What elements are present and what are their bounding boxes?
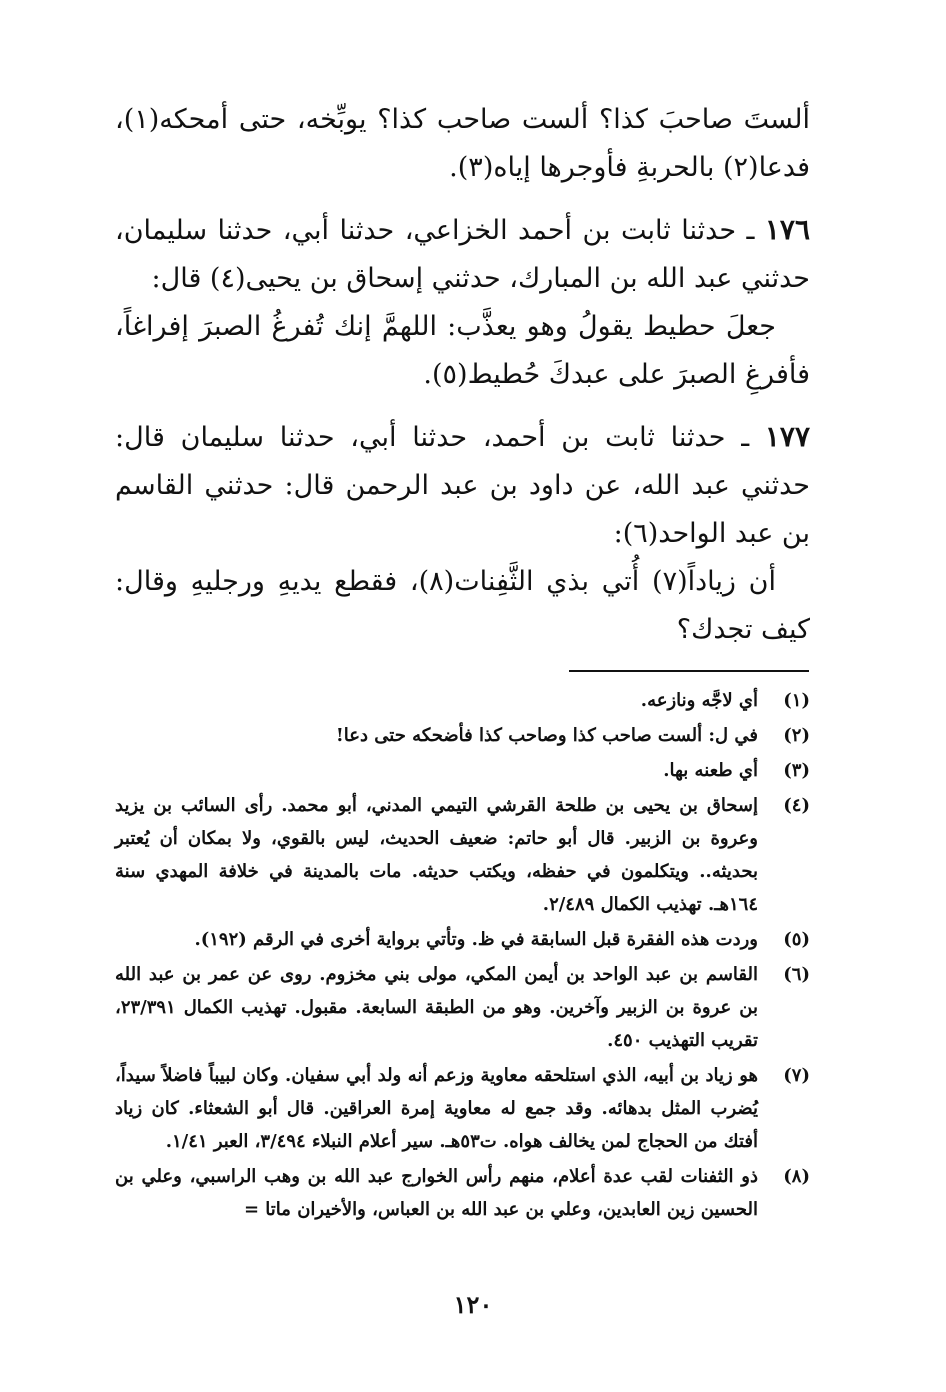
footnote-number: (٧)	[783, 1065, 810, 1086]
footnote-5	[115, 923, 810, 956]
footnote-text: ذو الثفنات لقب عدة أعلام، منهم رأس الخوارج عبد الله بن وهب الراسبي، وعلي بن الحسين زين العابدين، وعلي بن عبد الله بن العباس، والأخيران ماتا =	[115, 1166, 758, 1220]
footnote-number: (٣)	[783, 760, 810, 781]
footnote-text: في ل: ألست صاحب كذا وصاحب كذا فأضحكه حتى دعا!	[335, 725, 758, 746]
footnote-number: (٢)	[783, 725, 810, 746]
footnote-1	[115, 684, 810, 717]
intro-paragraph: ألستَ صاحبَ كذا؟ ألست صاحب كذا؟ يوبِّخه، حتى أمحكه(١)، فدعا(٢) بالحربةِ فأوجرها إياه(٣).	[115, 104, 810, 183]
footnote-8	[115, 1160, 810, 1226]
hadith-177-isnad: ـ حدثنا ثابت بن أحمد، حدثنا أبي، حدثنا سليمان قال: حدثني عبد الله، عن داود بن عبد الرحمن قال: حدثني القاسم بن عبد الواحد(٦):	[115, 422, 810, 549]
footnote-number: (٦)	[783, 964, 810, 985]
footnote-2	[115, 719, 810, 752]
footnote-7	[115, 1059, 810, 1158]
footnote-text: هو زياد بن أبيه، الذي استلحقه معاوية وزعم أنه ولد أبي سفيان. وكان لبيباً فاضلاً سيداً، يُضرب المثل بدهائه. وقد جمع له معاوية إمرة العراقين. قال أبو الشعثاء. كان زياد أفتك من الحجاج لمن يخالف هواه. ت٥٣هـ. سير أعلام النبلاء ٣/٤٩٤، العبر ١/٤١.	[115, 1065, 758, 1152]
hadith-number-176: ١٧٦	[764, 213, 810, 246]
hadith-176-body: جعلَ حطيط يقولُ وهو يعذَّب: اللهمَّ إنك تُفرغُ الصبرَ إفراغاً، فأفرغِ الصبرَ على عبدكَ حُطيط(٥).	[115, 311, 810, 390]
footnote-text: أي طعنه بها.	[663, 760, 758, 781]
footnote-text: القاسم بن عبد الواحد بن أيمن المكي، مولى بني مخزوم. روى عن عمر بن عبد الله بن عروة بن الزبير وآخرين. وهو من الطبقة السابعة. مقبول. تهذيب الكمال ٢٣/٣٩١، تقريب التهذيب ٤٥٠.	[115, 964, 758, 1051]
footnote-6	[115, 958, 810, 1057]
footnote-separator	[569, 670, 809, 672]
page-number: ١٢٠	[453, 1290, 493, 1319]
footnote-text: وردت هذه الفقرة قبل السابقة في ظ. وتأتي برواية أخرى في الرقم (١٩٢).	[194, 929, 758, 950]
footnote-text: أي لاجَّه ونازعه.	[640, 690, 758, 711]
footnote-4	[115, 789, 810, 921]
hadith-number-177: ١٧٧	[764, 420, 810, 453]
hadith-177-body: أن زياداً(٧) أُتي بذي الثَّفِنات(٨)، فقطع يديهِ ورجليهِ وقال: كيف تجدك؟	[115, 566, 810, 645]
footnote-3	[115, 754, 810, 787]
hadith-176-isnad: ـ حدثنا ثابت بن أحمد الخزاعي، حدثنا أبي، حدثنا سليمان، حدثني عبد الله بن المبارك، حدثني إسحاق بن يحيى(٤) قال:	[115, 215, 810, 294]
footnote-number: (٨)	[783, 1166, 810, 1187]
main-text	[115, 96, 810, 654]
hadith-177-heading	[115, 413, 810, 558]
footnotes	[115, 684, 810, 1228]
footnote-number: (٤)	[783, 795, 810, 816]
hadith-176-heading	[115, 206, 810, 303]
footnote-text: إسحاق بن يحيى بن طلحة القرشي التيمي المدني، أبو محمد. رأى السائب بن يزيد وعروة بن الزبير. قال أبو حاتم: ضعيف الحديث، ليس بالقوي، ولا بمكان أن يُعتبر بحديثه.. ويتكلمون في حفظه، ويكتب حديثه. مات بالمدينة في خلافة المهدي سنة ١٦٤هـ. تهذيب الكمال ٢/٤٨٩.	[115, 795, 758, 915]
footnote-number: (٥)	[783, 929, 810, 950]
footnote-number: (١)	[783, 690, 810, 711]
